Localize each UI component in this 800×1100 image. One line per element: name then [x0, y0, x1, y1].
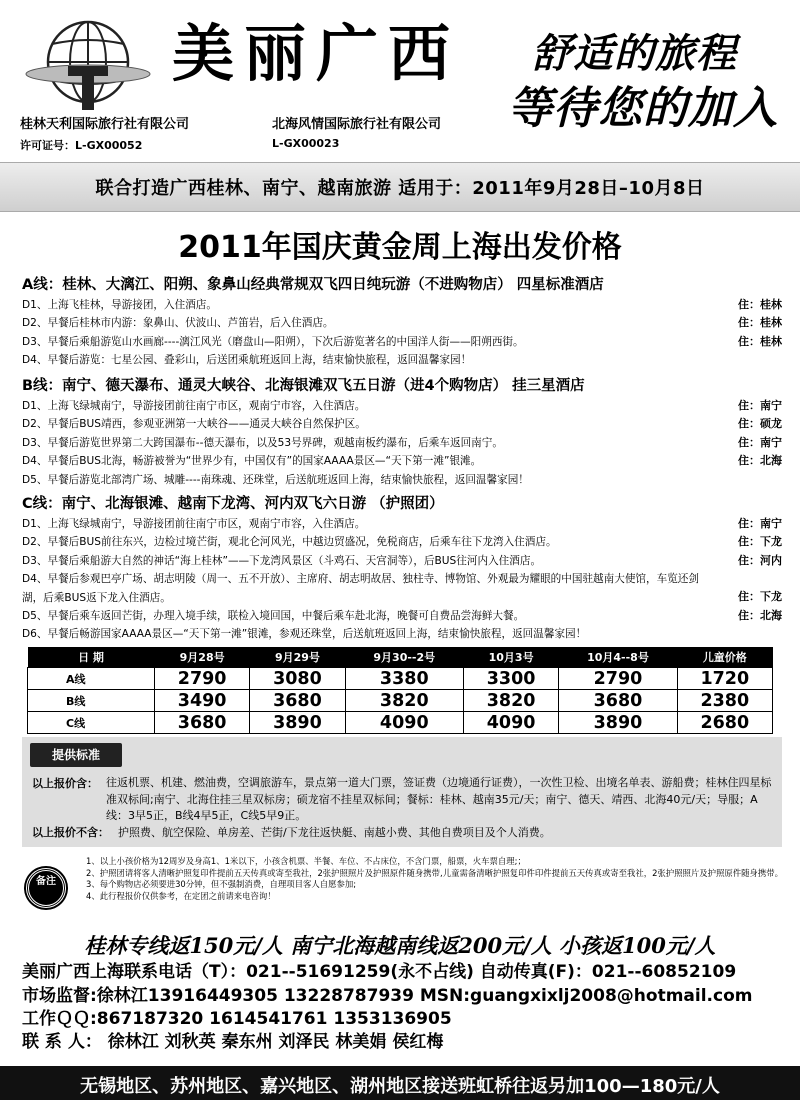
itinerary-day	[22, 397, 782, 415]
day-text: D1、上海飞绿城南宁，导游接团前往南宁市区，观南宁市容，入住酒店。	[22, 400, 366, 412]
table-row	[28, 690, 773, 712]
stay-location: 住：南宁	[738, 517, 782, 530]
column-header: 儿童价格	[677, 647, 772, 668]
day-text: D1、上海飞绿城南宁，导游接团前往南宁市区，观南宁市容，入住酒店。	[22, 518, 366, 530]
notes-badge	[26, 868, 66, 908]
stay-location: 住：河内	[738, 553, 782, 567]
price-cell: 3080	[250, 668, 345, 690]
stay-location: 住：硕龙	[738, 417, 782, 431]
contact-people-line: 联 系 人： 徐林江 刘秋英 秦东州 刘泽民 林美娟 侯红梅	[22, 1032, 444, 1052]
price-cell: 4090	[345, 712, 463, 734]
note-item: 1、以上小孩价格为12周岁及身高1、1米以下，小孩含机票、半餐、车位、不占床位，不含门票，船票，火车票自理;；	[86, 856, 526, 866]
stay-location: 住：桂林	[738, 298, 782, 311]
stay-location: 住：下龙	[738, 535, 782, 549]
price-cell: 2790	[559, 668, 677, 690]
itinerary-day	[22, 570, 782, 607]
price-cell: 3300	[463, 668, 558, 690]
itinerary-day	[22, 552, 782, 570]
column-header: 9月30--2号	[345, 647, 463, 668]
price-cell: 4090	[463, 712, 558, 734]
notes-badge-label: 备注	[36, 876, 56, 887]
notes-list	[86, 856, 786, 902]
note-item: 3、每个购物店必须要进30分钟，但不强制消费，自理项目客人自愿参加;	[86, 879, 357, 890]
price-cell: 3820	[463, 690, 558, 712]
itinerary-day	[22, 333, 782, 351]
contact-supervisor-line: 市场监督:徐林江13916449305 13228787939 MSN:guangxixlj2008@hotmail.com	[22, 986, 753, 1006]
itinerary-day	[22, 515, 782, 533]
stay-location: 住：桂林	[738, 316, 782, 330]
note-item: 2、护照团请将客人清晰护照复印件提前五天传真或寄至我社，2张护照照片及护照原件随身携带,儿童需备清晰护照复印件印件提前五天传真或寄至我社，2张护照照片及护照原件随身携带。	[86, 867, 784, 878]
route-b-title: B线：南宁、德天瀑布、通灵大峡谷、北海银滩双飞五日游（进4个购物店） 挂三星酒店	[22, 378, 585, 394]
price-table-header	[28, 647, 773, 668]
day-text: D4、早餐后参观巴亭广场、胡志明陵（周一、五不开放）、主席府、胡志明故居、独柱寺、博物馆、外观最为耀眼的中国驻越南大使馆，车览还剑湖，后乘BUS返下龙入住酒店。	[22, 573, 699, 604]
contact-qq-line: 工作ＱＱ:867187320 1614541761 1353136905	[22, 1009, 452, 1029]
route-c	[22, 493, 782, 644]
slogan-line-2: 等待您的加入	[508, 83, 778, 134]
note-item: 4、此行程报价仅供参考，在定团之前请来电咨询！	[86, 890, 276, 901]
day-text: D6、早餐后畅游国家AAAA景区—“天下第一滩”银滩，参观还珠堂，后送航班返回上海，结束愉快旅程，返回温馨家园！	[22, 628, 587, 641]
day-text: D5、早餐后游览北部湾广场、城雕----南珠魂、还珠堂，后送航班返回上海，结束愉快旅程，返回温馨家园！	[22, 473, 529, 486]
table-row	[28, 712, 773, 734]
contact-phone-line: 美丽广西上海联系电话（T）：021--51691259(永不占线) 自动传真(F)：021--60852109	[22, 962, 737, 982]
main-title: 2011年国庆黄金周上海出发价格	[178, 230, 622, 265]
day-text: D1、上海飞桂林，导游接团，入住酒店。	[22, 299, 217, 311]
price-cell: 3490	[155, 690, 250, 712]
itinerary-day	[22, 452, 782, 470]
stay-location: 住：南宁	[738, 435, 782, 449]
route-b	[22, 375, 782, 489]
price-table	[27, 647, 773, 734]
route-c-title: C线：南宁、北海银滩、越南下龙湾、河内双飞六日游 （护照团）	[22, 496, 444, 512]
stay-location: 住：南宁	[738, 399, 782, 412]
day-text: D2、早餐后BUS前往东兴，边检过境芒街，观北仑河风光，中越边贸盛况，免税商店，后乘车往下龙湾入住酒店。	[22, 536, 557, 549]
company-logo	[24, 12, 152, 112]
license-number-beihai: L-GX00023	[272, 137, 340, 150]
footer-text: 无锡地区、苏州地区、嘉兴地区、湖州地区接送班虹桥往返另加100—180元/人	[80, 1076, 720, 1097]
day-text: D3、早餐后乘船游览山水画廊----漓江风光（磨盘山—阳朔），下次后游览著名的中国洋人街——阳朔西街。	[22, 335, 524, 348]
row-label: A线	[28, 668, 155, 690]
price-cell: 3680	[559, 690, 677, 712]
itinerary-day	[22, 607, 782, 625]
itinerary-day	[22, 471, 782, 489]
itinerary-day	[22, 625, 782, 643]
standards-tab: 提供标准	[30, 743, 122, 767]
price-cell: 3820	[345, 690, 463, 712]
day-text: D3、早餐后游览世界第二大跨国瀑布--德天瀑布，以及53号界碑，观越南板约瀑布，后乘车返回南宁。	[22, 436, 503, 449]
day-text: D5、早餐后乘车返回芒街，办理入境手续，联检入境回国，中餐后乘车赴北海，晚餐可自费品尝海鲜大餐。	[22, 610, 525, 623]
price-cell: 2380	[677, 690, 772, 712]
itinerary-day	[22, 415, 782, 433]
price-cell: 2790	[155, 668, 250, 690]
day-text: D4、早餐后BUS北海，畅游被誉为“世界少有，中国仅有”的国家AAAA景区—“天下第一滩”银滩。	[22, 455, 482, 468]
day-text: D4、早餐后游览：七星公园、叠彩山，后送团乘航班返回上海，结束愉快旅程，返回温馨家园！	[22, 354, 472, 367]
price-cell: 3680	[155, 712, 250, 734]
excluded-text: 护照费、航空保险、单房差、芒街/下龙往返快艇、南越小费、其他自费项目及个人消费。	[118, 826, 551, 839]
column-header: 9月28号	[155, 647, 250, 668]
itinerary-day	[22, 533, 782, 551]
price-cell: 3380	[345, 668, 463, 690]
price-cell: 2680	[677, 712, 772, 734]
price-cell: 3890	[250, 712, 345, 734]
banner-text: 联合打造广西桂林、南宁、越南旅游 适用于：2011年9月28日–10月8日	[95, 178, 705, 199]
included-label: 以上报价含：	[32, 777, 98, 790]
table-row	[28, 668, 773, 690]
itinerary-day	[22, 434, 782, 452]
day-text: D2、早餐后BUS靖西，参观亚洲第一大峡谷——通灵大峡谷自然保护区。	[22, 418, 366, 431]
stay-location: 住：北海	[738, 609, 782, 623]
excluded-label: 以上报价不含：	[32, 826, 109, 839]
license-number-guilin: 许可证号：L-GX00052	[20, 139, 143, 152]
rebate-line: 桂林专线返150元/人 南宁北海越南线返200元/人 小孩返100元/人	[84, 933, 716, 958]
stay-location: 住：北海	[738, 454, 782, 468]
day-text: D3、早餐后乘船游大自然的神话“海上桂林”——下龙湾风景区（斗鸡石、天宫洞等），后BUS往河内入住酒店。	[22, 554, 542, 567]
stay-location: 住：下龙	[738, 590, 782, 604]
row-label: C线	[28, 712, 155, 734]
route-a-title: A线：桂林、大漓江、阳朔、象鼻山经典常规双飞四日纯玩游（不进购物店） 四星标准酒店	[22, 277, 604, 293]
column-header: 10月4--8号	[559, 647, 677, 668]
price-cell: 3680	[250, 690, 345, 712]
day-text: D2、早餐后桂林市内游：象鼻山、伏波山、芦笛岩，后入住酒店。	[22, 317, 334, 330]
itinerary-day	[22, 314, 782, 332]
stay-location: 住：桂林	[738, 334, 782, 348]
column-header: 日 期	[28, 647, 155, 668]
company-name-beihai: 北海风情国际旅行社有限公司	[272, 117, 442, 132]
price-cell: 3890	[559, 712, 677, 734]
column-header: 9月29号	[250, 647, 345, 668]
included-text: 往返机票、机建、燃油费，空调旅游车，景点第一道大门票，签证费（边境通行证费），一次性卫检、出境名单表、游船费；桂林住四星标准双标间;南宁、北海住挂三星双标房；硕龙宿不挂星双标间；餐标：桂林、越南35元/天；南宁、德天、靖西、北海40元/天；导服；A线：3早5正，B线4早5正，C线5早9正。	[106, 776, 772, 822]
row-label: B线	[28, 690, 155, 712]
itinerary-day	[22, 351, 782, 369]
brand-title: 美丽广西	[172, 17, 461, 90]
company-name-guilin: 桂林天利国际旅行社有限公司	[20, 117, 190, 132]
route-a	[22, 274, 782, 370]
column-header: 10月3号	[463, 647, 558, 668]
itinerary-day	[22, 296, 782, 314]
price-cell: 1720	[677, 668, 772, 690]
slogan-line-1: 舒适的旅程	[532, 30, 737, 77]
